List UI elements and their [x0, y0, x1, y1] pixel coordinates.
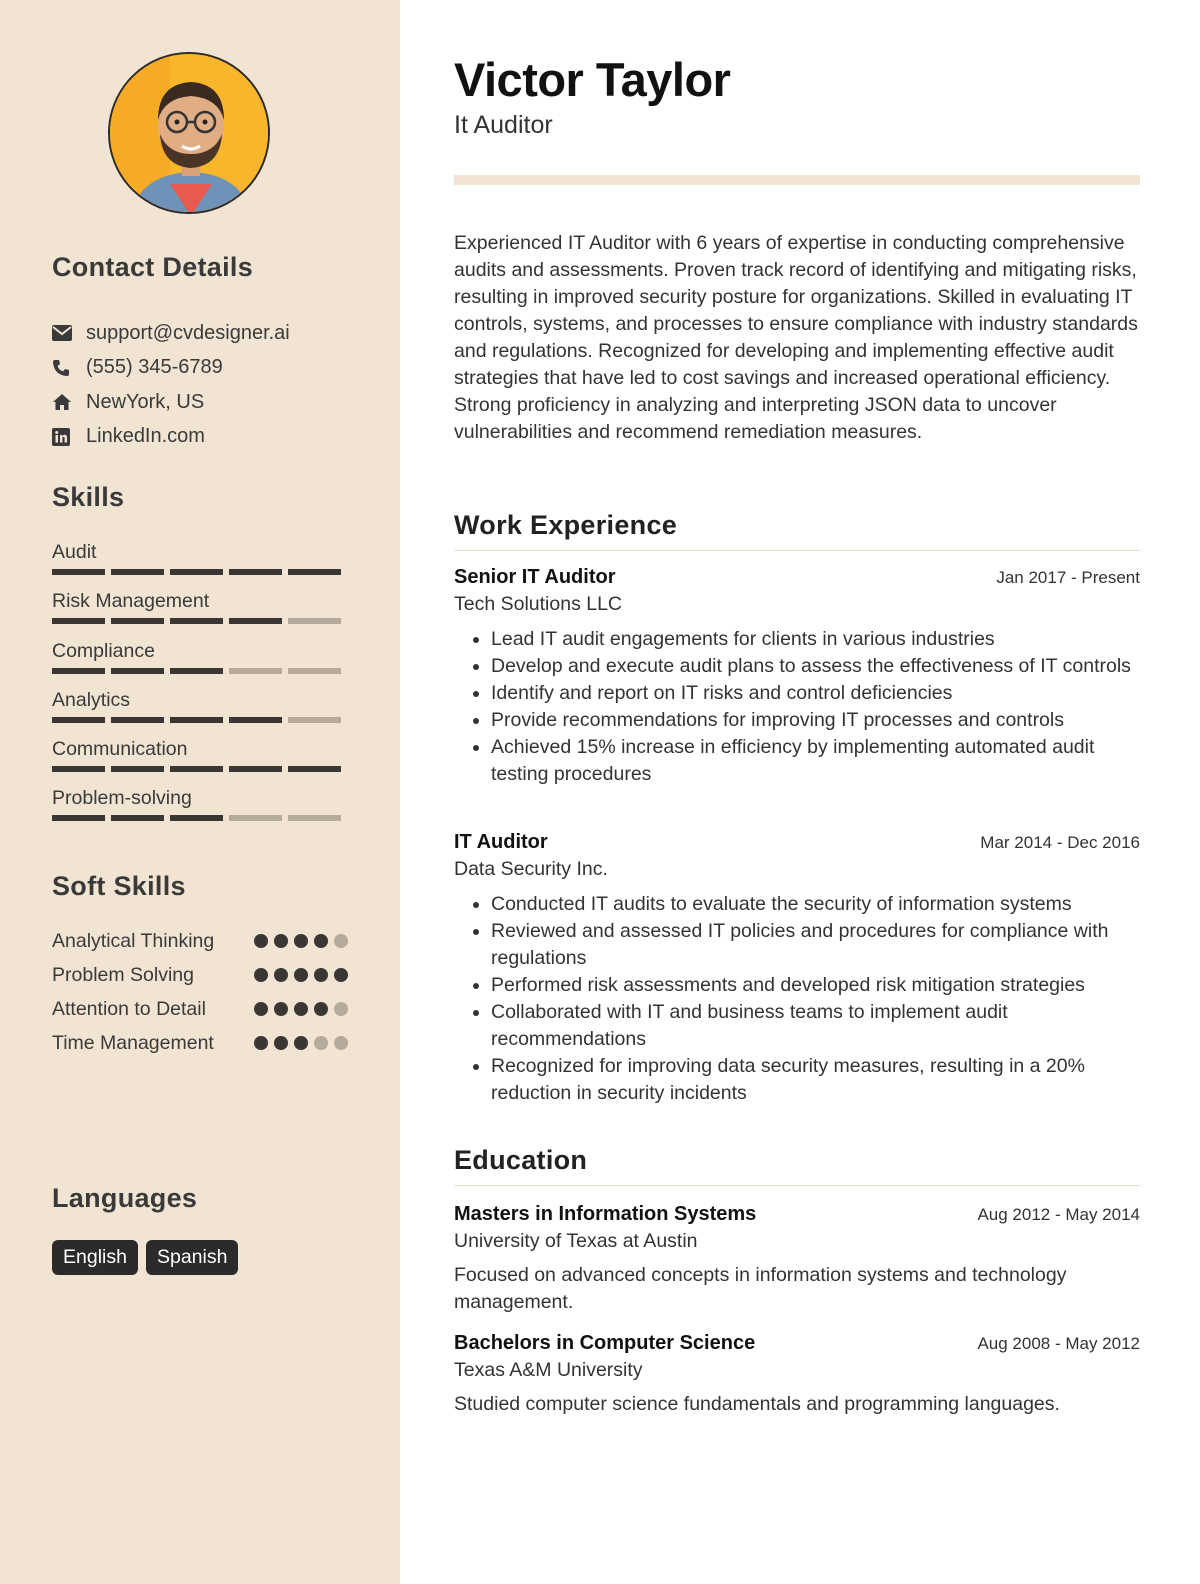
header-divider: [454, 175, 1140, 185]
rating-dot: [334, 1036, 348, 1050]
envelope-icon: [52, 325, 86, 341]
skill-name: Audit: [52, 541, 97, 563]
skill-item: [52, 736, 348, 785]
contact-linkedin: [52, 420, 372, 455]
skill-level-bar: [52, 717, 348, 723]
soft-skill-rating: [254, 934, 348, 948]
job-bullet: • Reviewed and assessed IT policies and procedures for compliance with regulations: [491, 918, 1140, 972]
soft-skill-name: Analytical Thinking: [52, 930, 215, 952]
job-entry: [454, 831, 1140, 1107]
rating-dot: [294, 1036, 308, 1050]
skill-level-segment: [229, 618, 282, 624]
school-name: Texas A&M University: [454, 1359, 643, 1381]
contact-list: [52, 316, 372, 454]
skill-level-segment: [52, 618, 105, 624]
languages-list: [52, 1240, 238, 1275]
skill-level-segment: [111, 569, 164, 575]
rating-dot: [254, 1036, 268, 1050]
job-company: Tech Solutions LLC: [454, 593, 623, 615]
job-bullet: • Develop and execute audit plans to assess the effectiveness of IT controls: [491, 653, 1140, 680]
soft-skill-item: [52, 1029, 348, 1057]
degree-dates: Aug 2008 - May 2012: [977, 1334, 1140, 1353]
skill-level-segment: [170, 668, 223, 674]
rating-dot: [274, 1036, 288, 1050]
rating-dot: [334, 934, 348, 948]
skill-level-segment: [288, 766, 341, 772]
home-icon: [52, 393, 86, 411]
soft-skill-name: Time Management: [52, 1032, 214, 1054]
degree-title: Masters in Information Systems: [454, 1203, 757, 1225]
rating-dot: [314, 934, 328, 948]
sidebar: [0, 0, 400, 1584]
skill-level-segment: [52, 668, 105, 674]
skill-item: [52, 588, 348, 637]
job-bullet: • Lead IT audit engagements for clients in various industries: [491, 626, 1140, 653]
language-tag: Spanish: [146, 1240, 238, 1275]
education-heading: Education: [454, 1145, 1140, 1186]
soft-skill-name: Attention to Detail: [52, 998, 206, 1020]
candidate-role: It Auditor: [454, 111, 553, 139]
school-name: University of Texas at Austin: [454, 1230, 698, 1252]
job-dates: Mar 2014 - Dec 2016: [980, 833, 1140, 852]
skill-level-segment: [52, 569, 105, 575]
soft-skill-item: [52, 995, 348, 1023]
skill-level-segment: [229, 766, 282, 772]
skill-level-segment: [111, 815, 164, 821]
contact-location: [52, 385, 372, 420]
job-dates: Jan 2017 - Present: [996, 568, 1140, 587]
skill-level-segment: [288, 815, 341, 821]
avatar: [108, 52, 270, 214]
skill-name: Communication: [52, 738, 188, 761]
education-entry: [454, 1332, 1140, 1418]
skill-level-segment: [111, 618, 164, 624]
degree-dates: Aug 2012 - May 2014: [977, 1205, 1140, 1224]
job-entry: [454, 566, 1140, 788]
job-bullet: • Provide recommendations for improving IT processes and controls: [491, 707, 1140, 734]
rating-dot: [314, 1002, 328, 1016]
contact-phone-text[interactable]: (555) 345-6789: [86, 356, 223, 379]
avatar-portrait-icon: [110, 54, 270, 214]
languages-heading: Languages: [52, 1183, 198, 1213]
skill-level-segment: [111, 668, 164, 674]
skill-level-segment: [229, 717, 282, 723]
phone-icon: [52, 359, 86, 377]
skill-name: Compliance: [52, 639, 155, 662]
skill-name: Analytics: [52, 688, 131, 711]
education-entry: [454, 1203, 1140, 1316]
contact-heading: Contact Details: [52, 252, 254, 282]
skill-level-bar: [52, 569, 348, 575]
rating-dot: [274, 1002, 288, 1016]
soft-skill-name: Problem Solving: [52, 964, 194, 986]
rating-dot: [294, 968, 308, 982]
contact-location-text: NewYork, US: [86, 390, 205, 413]
contact-phone: [52, 351, 372, 386]
summary-text: Experienced IT Auditor with 6 years of expertise in conducting comprehensive audits and assessments. Proven track record of identifying and mitigating risks, resulting in improved security posture for organizations. Skilled in evaluating IT controls, systems, and processes to ensure compliance with industry standards and regulations. Recognized for developing and implementing effective audit strategies that have led to cost savings and increased operational efficiency. Strong proficiency in analyzing and interpreting JSON data to uncover vulnerabilities and recommend remediation measures.: [454, 232, 1138, 443]
rating-dot: [314, 1036, 328, 1050]
skill-item: [52, 539, 348, 588]
job-title: Senior IT Auditor: [454, 566, 616, 588]
job-bullet: • Performed risk assessments and developed risk mitigation strategies: [491, 972, 1140, 999]
skill-level-segment: [170, 717, 223, 723]
soft-skills-heading: Soft Skills: [52, 871, 186, 901]
rating-dot: [254, 1002, 268, 1016]
skill-level-segment: [111, 717, 164, 723]
rating-dot: [274, 968, 288, 982]
skill-item: [52, 785, 348, 834]
contact-linkedin-text[interactable]: LinkedIn.com: [86, 425, 205, 448]
language-tag: English: [52, 1240, 138, 1275]
skill-level-segment: [288, 668, 341, 674]
skill-level-segment: [170, 569, 223, 575]
job-bullets: [454, 891, 1140, 1107]
skill-level-segment: [229, 815, 282, 821]
skill-level-segment: [52, 815, 105, 821]
soft-skill-rating: [254, 1002, 348, 1016]
soft-skill-rating: [254, 968, 348, 982]
rating-dot: [314, 968, 328, 982]
skill-level-segment: [111, 766, 164, 772]
soft-skills-list: [52, 927, 348, 1057]
degree-description: Focused on advanced concepts in information systems and technology management.: [454, 1264, 1067, 1313]
skill-item: [52, 638, 348, 687]
rating-dot: [254, 968, 268, 982]
skill-name: Problem-solving: [52, 787, 192, 810]
skills-list: [52, 539, 348, 835]
job-bullet: • Achieved 15% increase in efficiency by implementing automated audit testing procedures: [491, 734, 1140, 788]
skill-level-segment: [229, 569, 282, 575]
skills-heading: Skills: [52, 482, 125, 512]
job-bullet: • Collaborated with IT and business teams to implement audit recommendations: [491, 999, 1140, 1053]
skill-name: Risk Management: [52, 590, 210, 613]
soft-skill-item: [52, 961, 348, 989]
job-bullet: • Conducted IT audits to evaluate the security of information systems: [491, 891, 1140, 918]
skill-level-bar: [52, 668, 348, 674]
job-bullets: [454, 626, 1140, 788]
rating-dot: [274, 934, 288, 948]
rating-dot: [294, 1002, 308, 1016]
skill-level-segment: [52, 717, 105, 723]
skill-level-bar: [52, 815, 348, 821]
rating-dot: [334, 1002, 348, 1016]
skill-level-bar: [52, 766, 348, 772]
skill-level-segment: [52, 766, 105, 772]
degree-title: Bachelors in Computer Science: [454, 1332, 756, 1354]
job-bullet: • Identify and report on IT risks and control deficiencies: [491, 680, 1140, 707]
skill-level-segment: [288, 569, 341, 575]
skill-level-segment: [288, 618, 341, 624]
contact-email: [52, 316, 372, 351]
skill-item: [52, 687, 348, 736]
skill-level-segment: [288, 717, 341, 723]
skill-level-segment: [229, 668, 282, 674]
soft-skill-rating: [254, 1036, 348, 1050]
job-bullet: • Recognized for improving data security measures, resulting in a 20% reduction in security incidents: [491, 1053, 1140, 1107]
skill-level-segment: [170, 766, 223, 772]
contact-email-text[interactable]: support@cvdesigner.ai: [86, 321, 290, 344]
candidate-name: Victor Taylor: [454, 53, 731, 106]
skill-level-segment: [170, 815, 223, 821]
rating-dot: [334, 968, 348, 982]
linkedin-icon: [52, 428, 86, 446]
skill-level-segment: [170, 618, 223, 624]
skill-level-bar: [52, 618, 348, 624]
rating-dot: [254, 934, 268, 948]
rating-dot: [294, 934, 308, 948]
job-title: IT Auditor: [454, 831, 548, 853]
work-heading: Work Experience: [454, 510, 1140, 551]
soft-skill-item: [52, 927, 348, 955]
degree-description: Studied computer science fundamentals and programming languages.: [454, 1393, 1060, 1415]
job-company: Data Security Inc.: [454, 858, 608, 880]
